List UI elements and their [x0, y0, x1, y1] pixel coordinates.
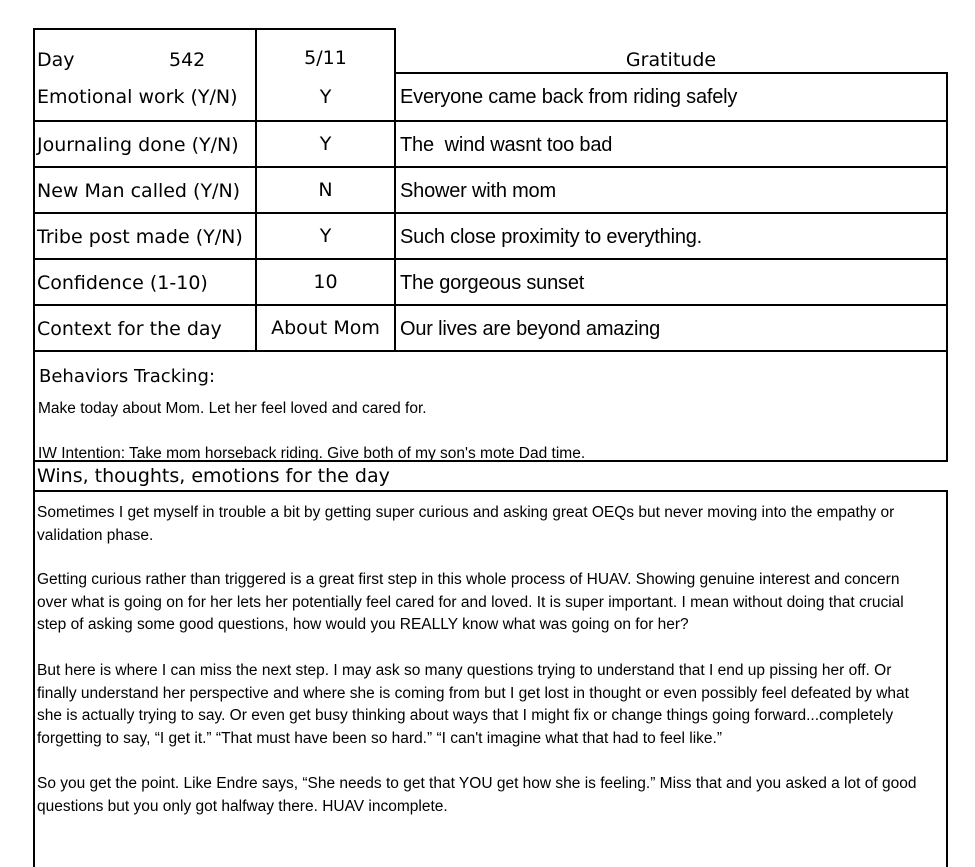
- gratitude-item-3: Shower with mom: [400, 179, 556, 202]
- behaviors-line: Make today about Mom. Let her feel loved and cared for.: [38, 400, 427, 417]
- wins-paragraph-4: [37, 773, 947, 818]
- row-value-tribe-post: Y: [319, 225, 332, 247]
- wins-paragraph-3: [37, 660, 947, 751]
- wins-title: Wins, thoughts, emotions for the day: [37, 465, 390, 487]
- gratitude-item-1: Everyone came back from riding safely: [400, 85, 738, 108]
- row-value-journaling: Y: [319, 133, 332, 155]
- gratitude-item-2: The wind wasnt too bad: [400, 133, 613, 156]
- row-label-journaling: Journaling done (Y/N): [37, 134, 239, 156]
- behaviors-bottom-line: [33, 460, 948, 462]
- wins-paragraph-2: [37, 569, 947, 637]
- behaviors-title: Behaviors Tracking:: [39, 366, 216, 387]
- top-border-left: [33, 28, 396, 30]
- wins-paragraph-1: [37, 502, 947, 547]
- wins-top-line: [33, 490, 948, 492]
- row-value-new-man: N: [318, 179, 333, 201]
- row-value-context: About Mom: [271, 317, 380, 339]
- gratitude-item-5: The gorgeous sunset: [400, 271, 585, 294]
- right-border-table: [946, 72, 948, 462]
- row-value-emotional-work: Y: [319, 86, 332, 108]
- paragraph-line: she is actually trying to say. Or even get busy thinking about ways that I might fix or change things going forward...completely: [37, 707, 894, 725]
- gratitude-item-6: Our lives are beyond amazing: [400, 317, 661, 340]
- paragraph-line: finally understand her perspective and where she is coming from but I get lost in thought or even possibly feel defeated by what: [37, 684, 909, 702]
- row-label-tribe-post: Tribe post made (Y/N): [37, 226, 243, 248]
- paragraph-line: step of asking some good questions, how would you REALLY know what was going on for her?: [37, 616, 689, 634]
- row-label-context: Context for the day: [37, 318, 222, 340]
- row-label-new-man: New Man called (Y/N): [37, 180, 241, 202]
- row-value-confidence: 10: [313, 271, 338, 293]
- day-label: Day: [37, 49, 75, 71]
- paragraph-line: Sometimes I get myself in trouble a bit by getting super curious and asking great OEQs but never moving into the empathy or: [37, 504, 895, 521]
- day-number: 542: [169, 49, 206, 71]
- gratitude-header: Gratitude: [625, 49, 717, 71]
- paragraph-line: validation phase.: [37, 526, 154, 544]
- paragraph-line: But here is where I can miss the next step. I may ask so many questions trying to understand that I end up pissing her off. Or: [37, 662, 892, 679]
- paragraph-line: Getting curious rather than triggered is a great first step in this whole process of HUAV. Showing genuine interest and concern: [37, 571, 900, 588]
- row-label-confidence: Confidence (1-10): [37, 272, 208, 294]
- row-label-emotional-work: Emotional work (Y/N): [37, 86, 238, 108]
- date-value: 5/11: [304, 47, 347, 69]
- paragraph-line: forgetting to say, “I get it.” “That must have been so hard.” “I can't imagine what that had to feel like.”: [37, 730, 723, 748]
- paragraph-line: questions but you only got halfway there. HUAV incomplete.: [37, 797, 448, 815]
- paragraph-line: over what is going on for her lets her potentially feel cared for and loved. It is super important. I mean without doing that crucial: [37, 593, 904, 611]
- gratitude-item-4: Such close proximity to everything.: [400, 225, 703, 248]
- paragraph-line: So you get the point. Like Endre says, “She needs to get that YOU get how she is feeling.” Miss that and you asked a lot of good: [37, 775, 917, 792]
- intention-clip: [34, 440, 946, 460]
- intention-text: IW Intention: Take mom horseback riding. Give both of my son's mote Dad time.: [38, 445, 586, 460]
